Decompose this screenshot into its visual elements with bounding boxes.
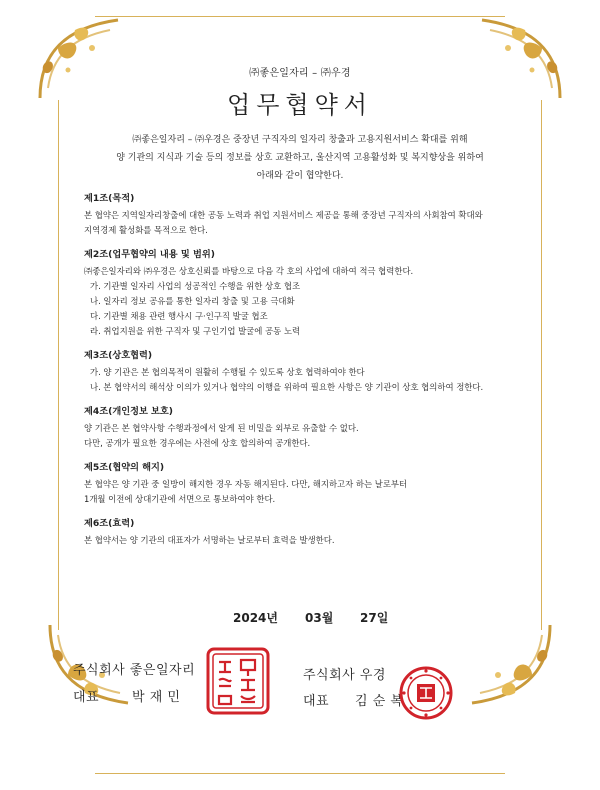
frame-left-line <box>58 100 59 630</box>
article-item: 가. 기관별 일자리 사업의 성공적인 수행을 위한 상호 협조 <box>90 281 301 291</box>
article-title: 제6조(효력) <box>84 518 135 529</box>
article-3 <box>84 348 524 395</box>
intro-line: 아래와 같이 협약한다. <box>256 171 344 181</box>
left-rep-name: 박 재 민 <box>132 690 181 705</box>
frame-top-line <box>95 16 505 17</box>
article-line: 다만, 공개가 필요한 경우에는 사전에 상호 합의하여 공개한다. <box>84 438 311 448</box>
intro-line: ㈜좋은일자리 – ㈜우경은 중장년 구직자의 일자리 창출과 고용지원서비스 확대를 위해 <box>132 135 468 145</box>
left-rep-label: 대표 <box>73 690 100 705</box>
article-title: 제2조(업무협약의 내용 및 범위) <box>84 249 215 260</box>
article-item: 나. 일자리 정보 공유를 통한 일자리 창출 및 고용 극대화 <box>90 296 295 306</box>
article-item: 라. 취업지원을 위한 구직자 및 구인기업 발굴에 공동 노력 <box>90 326 301 336</box>
date-month: 03월 <box>305 611 334 625</box>
article-title: 제5조(협약의 해지) <box>84 462 165 473</box>
article-item: 다. 기관별 채용 관련 행사시 구·인구직 발굴 협조 <box>90 311 268 321</box>
right-company-seal-icon <box>398 665 454 721</box>
right-rep-label: 대표 <box>303 694 330 709</box>
article-item: 가. 양 기관은 본 협의목적이 원활히 수행될 수 있도록 상호 협력하여야 한다 <box>90 367 365 377</box>
article-4 <box>84 404 524 451</box>
frame-bottom-line <box>95 773 505 774</box>
article-line: 지역경제 활성화를 목적으로 한다. <box>84 225 208 235</box>
article-title: 제1조(목적) <box>84 193 135 204</box>
frame-right-line <box>541 100 542 630</box>
article-2 <box>84 247 524 339</box>
article-title: 제3조(상호협력) <box>84 350 153 361</box>
right-company: 주식회사 우경 <box>303 668 386 683</box>
ornament-bottom-right-icon <box>465 620 560 715</box>
right-rep-name: 김 순 복 <box>355 694 404 709</box>
left-company-seal-icon <box>205 646 271 716</box>
article-5 <box>84 460 524 507</box>
articles-section <box>84 191 524 557</box>
article-item: 나. 본 협약서의 해석상 이의가 있거나 협약의 이행을 위하여 필요한 사항은 양 기관이 상호 협의하여 정한다. <box>90 382 484 392</box>
article-line: 본 협약은 양 기관 중 일방이 해지한 경우 자동 해지된다. 다만, 해지하고자 하는 날로부터 <box>84 479 408 489</box>
date-year: 2024년 <box>233 611 278 625</box>
article-6 <box>84 516 524 548</box>
intro-paragraph <box>70 131 530 185</box>
article-line: 본 협약서는 양 기관의 대표자가 서명하는 날로부터 효력을 발생한다. <box>84 535 335 545</box>
date-day: 27일 <box>360 611 389 625</box>
article-1 <box>84 191 524 238</box>
article-line: 1개월 이전에 상대기관에 서면으로 통보하여야 한다. <box>84 494 276 504</box>
article-line: ㈜좋은일자리와 ㈜우경은 상호신뢰를 바탕으로 다음 각 호의 사업에 대하여 적극 협력한다. <box>84 266 414 276</box>
left-company: 주식회사 좋은일자리 <box>73 663 196 678</box>
article-line: 양 기관은 본 협약사항 수행과정에서 알게 된 비밀을 외부로 유출할 수 없다. <box>84 423 359 433</box>
article-title: 제4조(개인정보 보호) <box>84 406 173 417</box>
intro-line: 양 기관의 지식과 기술 등의 정보를 상호 교환하고, 울산지역 고용활성화 및 복지향상을 위하여 <box>116 153 484 163</box>
document-title: 업무협약서 <box>227 91 373 119</box>
parties-line: ㈜좋은일자리 – ㈜우경 <box>249 68 351 79</box>
article-line: 본 협약은 지역일자리창출에 대한 공동 노력과 취업 지원서비스 제공을 통해 중장년 구직자의 사회참여 확대와 <box>84 210 483 220</box>
